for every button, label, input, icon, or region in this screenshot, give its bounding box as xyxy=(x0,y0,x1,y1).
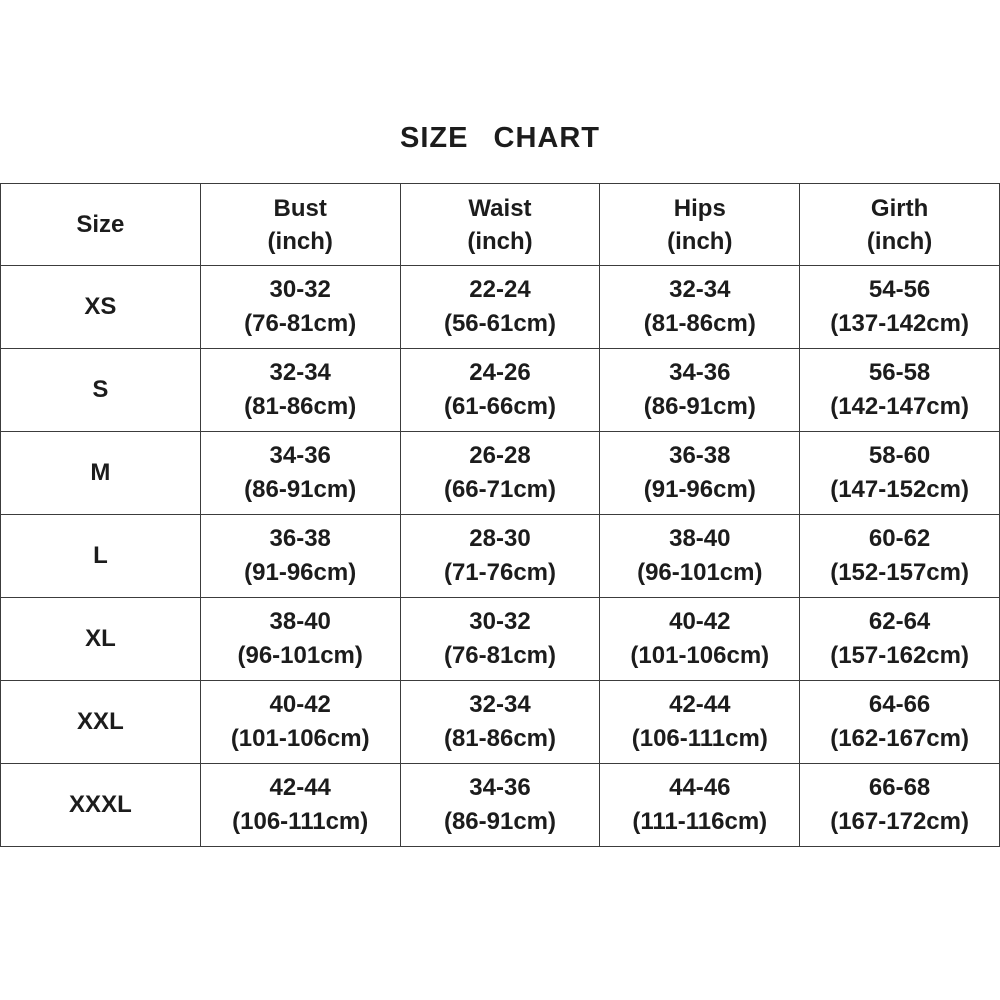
inch-range: 26-28 xyxy=(469,442,531,469)
inch-range: 38-40 xyxy=(269,608,331,635)
inch-range: 64-66 xyxy=(868,691,931,718)
column-header-girth xyxy=(800,184,1000,266)
inch-range: 66-68 xyxy=(868,774,931,801)
cm-range: (111-116cm) xyxy=(632,808,768,835)
column-label: Size xyxy=(76,211,125,238)
column-label: Hips xyxy=(673,194,726,222)
cell-waist xyxy=(400,515,600,598)
inch-range: 32-34 xyxy=(669,276,731,303)
cm-range: (157-162cm) xyxy=(830,642,969,669)
column-header-waist xyxy=(400,184,600,266)
table-row-xl xyxy=(1,598,1000,681)
column-header-hips xyxy=(600,184,800,266)
size-label: M xyxy=(1,432,201,515)
cell-bust xyxy=(200,432,400,515)
cell-waist xyxy=(400,681,600,764)
inch-range: 34-36 xyxy=(269,442,331,469)
cell-bust xyxy=(200,349,400,432)
cell-hips xyxy=(600,764,800,847)
inch-range: 62-64 xyxy=(868,608,931,635)
header-row xyxy=(1,184,1000,266)
column-header-bust xyxy=(200,184,400,266)
table-row-xxxl xyxy=(1,764,1000,847)
cell-girth xyxy=(800,266,1000,349)
inch-range: 32-34 xyxy=(469,691,531,718)
cm-range: (101-106cm) xyxy=(230,725,370,752)
inch-range: 36-38 xyxy=(669,442,731,469)
column-unit: (inch) xyxy=(267,227,333,255)
table-row-xxl xyxy=(1,681,1000,764)
inch-range: 30-32 xyxy=(269,276,331,303)
inch-range: 56-58 xyxy=(868,359,931,386)
cell-waist xyxy=(400,598,600,681)
cm-range: (142-147cm) xyxy=(830,393,969,420)
column-unit: (inch) xyxy=(866,227,933,255)
cell-waist xyxy=(400,349,600,432)
cm-range: (86-91cm) xyxy=(643,393,756,420)
cell-girth xyxy=(800,432,1000,515)
inch-range: 40-42 xyxy=(269,691,331,718)
cell-girth xyxy=(800,515,1000,598)
cell-hips xyxy=(600,432,800,515)
cell-girth xyxy=(800,681,1000,764)
inch-range: 42-44 xyxy=(269,774,331,801)
column-unit: (inch) xyxy=(667,227,733,255)
cm-range: (106-111cm) xyxy=(631,725,768,752)
column-header-size xyxy=(1,184,201,266)
cm-range: (86-91cm) xyxy=(244,476,357,503)
inch-range: 38-40 xyxy=(669,525,731,552)
cell-hips xyxy=(600,349,800,432)
cell-hips xyxy=(600,515,800,598)
size-label: XS xyxy=(1,266,201,349)
size-label: XXL xyxy=(1,681,201,764)
cell-waist xyxy=(400,266,600,349)
cm-range: (101-106cm) xyxy=(630,642,770,669)
cm-range: (137-142cm) xyxy=(830,310,969,337)
cm-range: (56-61cm) xyxy=(443,310,557,337)
column-label: Bust xyxy=(273,194,327,222)
inch-range: 24-26 xyxy=(469,359,531,386)
cm-range: (81-86cm) xyxy=(643,310,756,337)
cell-girth xyxy=(800,349,1000,432)
inch-range: 44-46 xyxy=(669,774,731,801)
column-label: Girth xyxy=(870,194,929,222)
cell-bust xyxy=(200,764,400,847)
cell-bust xyxy=(200,266,400,349)
cm-range: (76-81cm) xyxy=(443,642,557,669)
size-label: XXXL xyxy=(1,764,201,847)
cm-range: (106-111cm) xyxy=(232,808,369,835)
cm-range: (86-91cm) xyxy=(443,808,557,835)
cm-range: (91-96cm) xyxy=(643,476,756,503)
cm-range: (167-172cm) xyxy=(830,808,969,835)
inch-range: 34-36 xyxy=(669,359,731,386)
inch-range: 32-34 xyxy=(269,359,331,386)
inch-range: 54-56 xyxy=(868,276,931,303)
cm-range: (162-167cm) xyxy=(830,725,969,752)
table-row-l xyxy=(1,515,1000,598)
cell-bust xyxy=(200,515,400,598)
inch-range: 28-30 xyxy=(469,525,531,552)
inch-range: 60-62 xyxy=(868,525,931,552)
cell-hips xyxy=(600,266,800,349)
cm-range: (61-66cm) xyxy=(443,393,557,420)
cm-range: (66-71cm) xyxy=(443,476,557,503)
cm-range: (96-101cm) xyxy=(237,642,363,669)
size-label: L xyxy=(1,515,201,598)
size-chart-table xyxy=(0,183,1000,847)
table-row-xs xyxy=(1,266,1000,349)
cell-girth xyxy=(800,764,1000,847)
column-label: Waist xyxy=(468,194,532,222)
table-row-m xyxy=(1,432,1000,515)
cm-range: (96-101cm) xyxy=(637,559,763,586)
cell-girth xyxy=(800,598,1000,681)
cm-range: (147-152cm) xyxy=(830,476,969,503)
cell-waist xyxy=(400,764,600,847)
page-title: SIZE CHART xyxy=(400,122,600,154)
size-label: S xyxy=(1,349,201,432)
inch-range: 36-38 xyxy=(269,525,331,552)
cell-bust xyxy=(200,681,400,764)
inch-range: 58-60 xyxy=(868,442,931,469)
cm-range: (152-157cm) xyxy=(830,559,969,586)
cm-range: (76-81cm) xyxy=(244,310,357,337)
cell-hips xyxy=(600,681,800,764)
size-label: XL xyxy=(1,598,201,681)
cell-waist xyxy=(400,432,600,515)
cm-range: (91-96cm) xyxy=(244,559,357,586)
cell-bust xyxy=(200,598,400,681)
cell-hips xyxy=(600,598,800,681)
cm-range: (81-86cm) xyxy=(443,725,557,752)
inch-range: 42-44 xyxy=(669,691,731,718)
cm-range: (81-86cm) xyxy=(244,393,357,420)
inch-range: 30-32 xyxy=(469,608,531,635)
table-row-s xyxy=(1,349,1000,432)
column-unit: (inch) xyxy=(467,227,533,255)
inch-range: 40-42 xyxy=(669,608,731,635)
inch-range: 22-24 xyxy=(469,276,531,303)
cm-range: (71-76cm) xyxy=(443,559,557,586)
inch-range: 34-36 xyxy=(469,774,531,801)
